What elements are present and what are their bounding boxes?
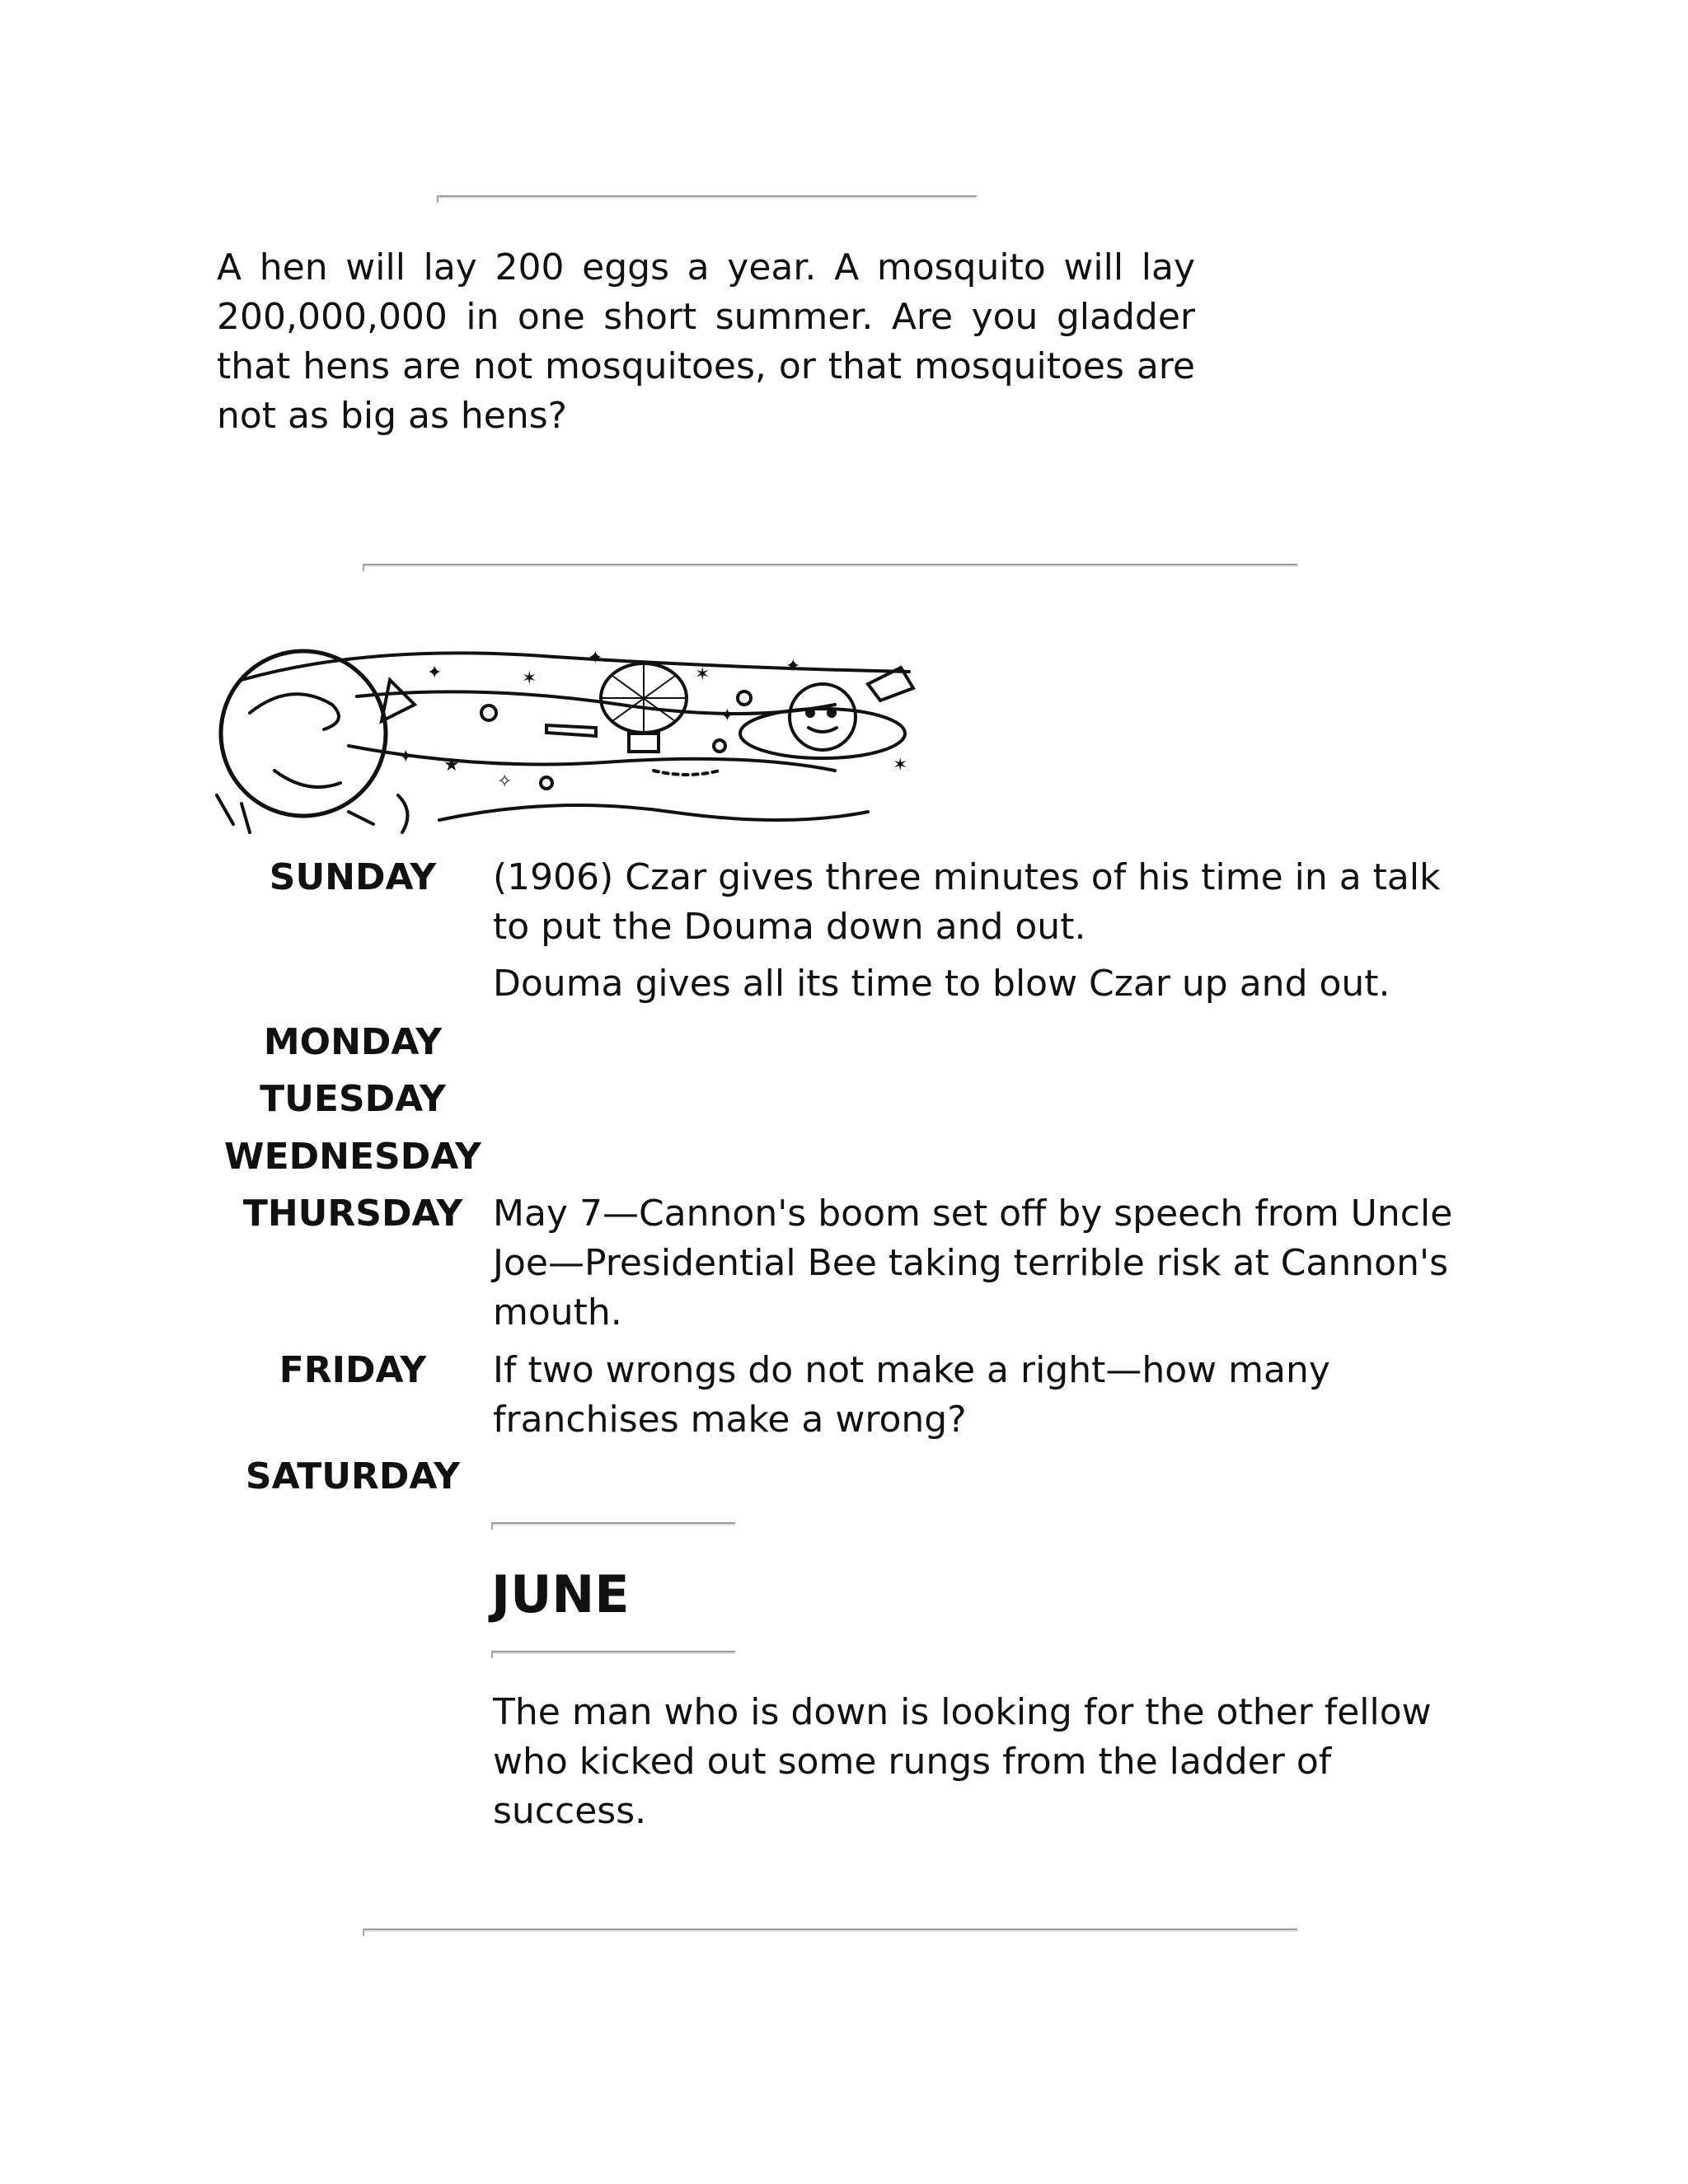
svg-text:✧: ✧ — [497, 771, 513, 792]
day-label-thursday: THURSDAY — [242, 1193, 463, 1235]
month-quote: The man who is down is looking for the other fellow who kicked out some rungs from the ladder of success. — [493, 1691, 1432, 1832]
day-entry-sunday — [493, 853, 1457, 1009]
celestial-illustration — [209, 647, 917, 837]
entry-line: May 7—Cannon's boom set off by speech from Uncle Joe—Presidential Bee taking terrible risk at Cannon's mouth. — [493, 1193, 1453, 1333]
day-label-saturday: SATURDAY — [245, 1455, 461, 1497]
divider-rule-month-top — [491, 1522, 735, 1526]
svg-text:✦: ✦ — [785, 656, 801, 677]
entry-line: If two wrongs do not make a right—how many franchises make a wrong? — [493, 1349, 1330, 1441]
svg-text:✶: ✶ — [695, 664, 710, 685]
day-label-tuesday: TUESDAY — [260, 1078, 446, 1120]
divider-rule-bottom — [363, 1929, 1297, 1932]
svg-text:✶: ✶ — [522, 668, 537, 689]
svg-text:★: ★ — [443, 755, 460, 776]
svg-text:✦: ✦ — [588, 648, 603, 668]
day-label-monday: MONDAY — [263, 1021, 443, 1063]
day-entry-thursday — [493, 1189, 1457, 1338]
svg-text:✦: ✦ — [720, 705, 735, 726]
month-heading: JUNE — [491, 1564, 630, 1624]
divider-rule-month-bottom — [491, 1651, 735, 1654]
svg-text:✦: ✦ — [427, 663, 443, 683]
entry-line: (1906) Czar gives three minutes of his time in a talk to put the Douma down and out. — [493, 856, 1441, 948]
intro-paragraph: A hen will lay 200 eggs a year. A mosquito will lay 200,000,000 in one short summer. Are you gladder that hens are not mosquitoes, or that mosquitoes are not as big as hens? — [217, 246, 1195, 437]
svg-text:✶: ✶ — [893, 755, 908, 776]
day-label-wednesday: WEDNESDAY — [224, 1136, 481, 1178]
day-entry-friday — [493, 1346, 1457, 1445]
day-label-friday: FRIDAY — [279, 1349, 427, 1391]
divider-rule-top — [437, 195, 977, 199]
svg-text:✦: ✦ — [398, 747, 414, 767]
entry-line: Douma gives all its time to blow Czar up and out. — [493, 963, 1390, 1005]
divider-rule-middle — [363, 564, 1297, 567]
day-label-sunday: SUNDAY — [269, 856, 437, 898]
